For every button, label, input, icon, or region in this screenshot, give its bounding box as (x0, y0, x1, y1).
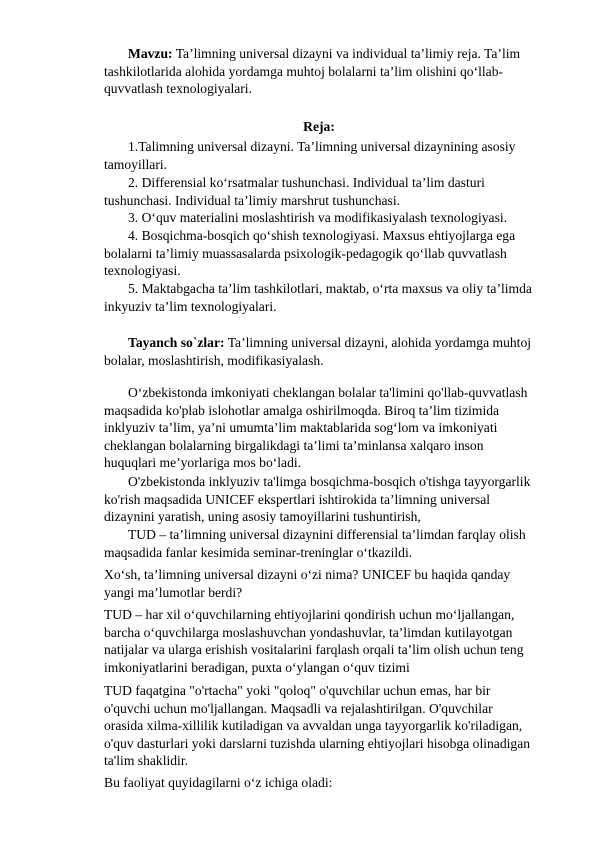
body-paragraph-5: TUD – har xil o‘quvchilarning ehtiyojlarini qondirish uchun mo‘ljallangan, barcha o‘quvchilarga moslashuvchan yondashuvlar, ta’limdan kutilayotgan natijalar va ularga erishish vositalarini farqlash orqali ta’lim olish uchun teng imkoniyatlarini beradigan, puxta o‘ylangan o‘quv tizimi (104, 607, 524, 675)
keywords-paragraph (104, 334, 534, 369)
topic-text: Ta’limning universal dizayni va individual ta’limiy reja. Ta’lim tashkilotlarida alohida yordamga muhtoj bolalarni ta’lim olishini qo‘llab-quvvatlash texnologiyalari. (104, 46, 521, 97)
keywords-text: Ta’limning universal dizayni, alohida yordamga muhtoj bolalar, moslashtirish, modifikasiyalash. (104, 335, 532, 368)
plan-item-5: 5. Maktabgacha ta’lim tashkilotlari, maktab, o‘rta maxsus va oliy ta’limda inkyuziv ta’lim texnologiyalari. (104, 281, 532, 314)
body-paragraph-3: TUD – ta’limning universal dizaynini differensial ta’limdan farqlay olish maqsadida fanlar kesimida seminar-treninglar o‘tkazildi. (104, 527, 526, 560)
body-paragraph-1: O‘zbekistonda imkoniyati cheklangan bolalar ta'limini qo'llab-quvvatlash maqsadida ko'plab islohotlar amalga oshirilmoqda. Biroq ta’lim tizimida inklyuziv ta’lim, ya’ni umumta’lim maktablarida sog‘lom va imkoniyati cheklangan bolalarning birgalikdagi ta’limi ta’minlansa xalqaro inson huquqlari me’yorlariga mos bo‘ladi. (104, 385, 528, 471)
topic-label: Mavzu: (128, 46, 173, 61)
plan-item-3: 3. O‘quv materialini moslashtirish va modifikasiyalash texnologiyasi. (128, 210, 508, 225)
body-paragraph-2: O'zbekistonda inklyuziv ta'limga bosqichma-bosqich o'tishga tayyorgarlik ko'rish maqsadida UNICEF ekspertlari ishtirokida ta’limning universal dizaynini yaratish, uning asosiy tamoyillarini tushuntirish, (104, 474, 531, 525)
body-paragraph-6: TUD faqatgina "o'rtacha" yoki "qoloq" o'quvchilar uchun emas, har bir o'quvchi uchun mo'ljallangan. Maqsadli va rejalashtirilgan. O'quvchilar orasida xilma-xillilik kutiladigan va avvaldan unga tayyorgarlik ko'riladigan, o'quv dasturlari yoki darslarni tuzishda ularning ehtiyojlari hisobga olinadigan ta'lim shaklidir. (104, 683, 531, 769)
topic-paragraph (104, 45, 534, 98)
body-paragraph-4: Xo‘sh, ta’limning universal dizayni o‘zi nima? UNICEF bu haqida qanday yangi ma’lumotlar berdi? (104, 567, 511, 600)
plan-item-4: 4. Bosqichma-bosqich qo‘shish texnologiyasi. Maxsus ehtiyojlarga ega bolalarni ta’limiy muassasalarda psixologik-pedagogik qo‘llab quvvatlash texnologiyasi. (104, 228, 516, 279)
keywords-label: Tayanch so`zlar: (128, 335, 225, 350)
body-paragraph-7: Bu faoliyat quyidagilarni o‘z ichiga oladi: (104, 775, 333, 790)
plan-heading: Reja: (303, 119, 335, 134)
plan-item-2: 2. Differensial ko‘rsatmalar tushunchasi. Individual ta’lim dasturi tushunchasi. Individual ta’limiy marshrut tushunchasi. (104, 175, 485, 208)
plan-item-1: 1.Talimning universal dizayni. Ta’limning universal dizaynining asosiy tamoyillari. (104, 139, 516, 172)
